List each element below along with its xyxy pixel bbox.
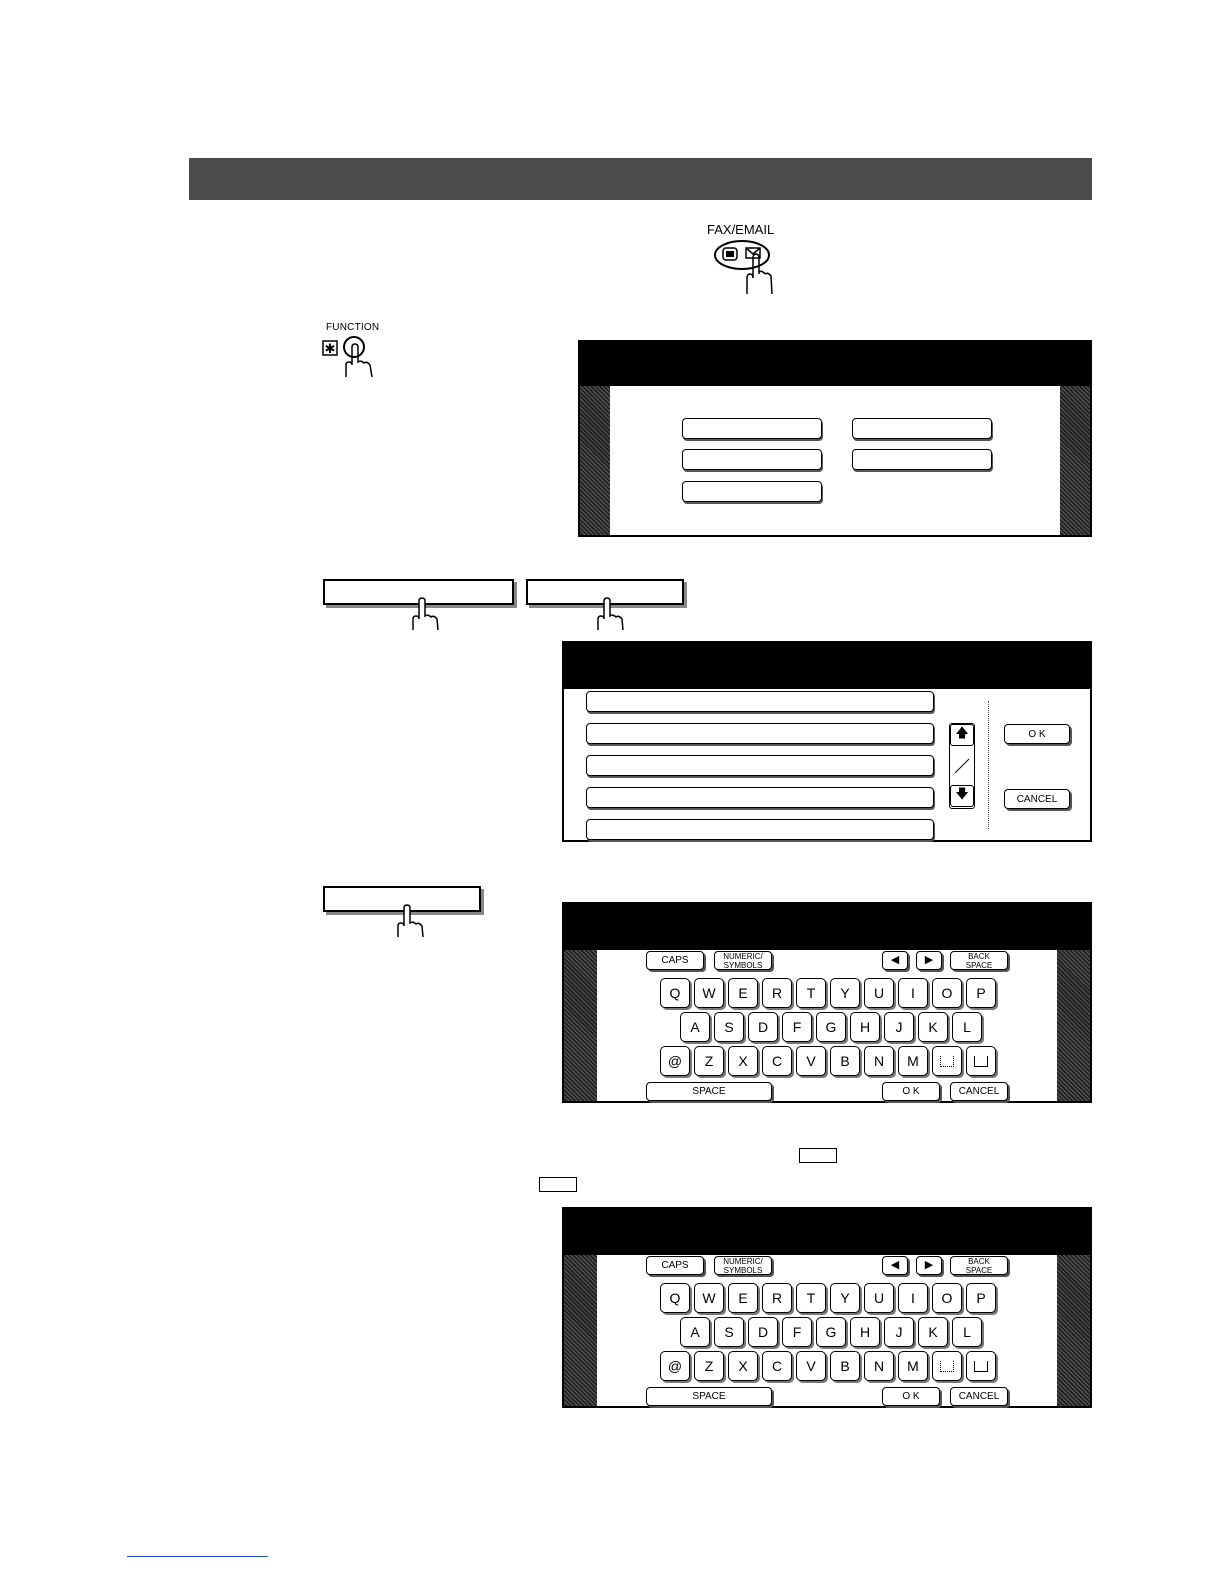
key-j[interactable]: J [884, 1317, 914, 1347]
key-d[interactable]: D [748, 1012, 778, 1042]
key-e[interactable]: E [728, 978, 758, 1008]
backspace-button[interactable] [950, 951, 1008, 970]
footer-link-underline [127, 1556, 268, 1557]
list-screen [562, 641, 1092, 842]
hand-pointer-icon [405, 597, 441, 631]
ok-button[interactable]: O K [1004, 724, 1070, 744]
cancel-button[interactable]: CANCEL [950, 1387, 1008, 1406]
key-v[interactable]: V [796, 1351, 826, 1381]
cancel-button[interactable]: CANCEL [1004, 789, 1070, 809]
key-h[interactable]: H [850, 1012, 880, 1042]
cursor-left-button[interactable]: ◀ [882, 951, 908, 970]
key-t[interactable]: T [796, 1283, 826, 1313]
key-x[interactable]: X [728, 1351, 758, 1381]
screen-title-bar [564, 904, 1090, 950]
key-h[interactable]: H [850, 1317, 880, 1347]
function-key-label: FUNCTION [326, 322, 380, 333]
key-u[interactable]: U [864, 978, 894, 1008]
symbols-label: SYMBOLS [723, 1265, 763, 1275]
menu-button-3[interactable] [682, 449, 822, 470]
cursor-right-button[interactable]: ▶ [916, 951, 942, 970]
hatch-right [1057, 950, 1090, 1101]
function-menu-screen [578, 340, 1092, 537]
space-button[interactable]: SPACE [646, 1387, 772, 1406]
key-l[interactable]: L [952, 1317, 982, 1347]
key-t[interactable]: T [796, 978, 826, 1008]
list-row-5[interactable] [586, 819, 934, 840]
key-dotted-space[interactable] [932, 1351, 962, 1381]
hatch-left [564, 1255, 597, 1406]
space-label: SPACE [965, 960, 993, 970]
key-n[interactable]: N [864, 1351, 894, 1381]
list-row-3[interactable] [586, 755, 934, 776]
key-s[interactable]: S [714, 1012, 744, 1042]
cursor-left-button[interactable]: ◀ [882, 1256, 908, 1275]
hatch-left [580, 386, 610, 535]
hatch-left [564, 950, 597, 1101]
space-label: SPACE [965, 1265, 993, 1275]
key-j[interactable]: J [884, 1012, 914, 1042]
space-button[interactable]: SPACE [646, 1082, 772, 1101]
key-p[interactable]: P [966, 978, 996, 1008]
cursor-right-button[interactable]: ▶ [916, 1256, 942, 1275]
key-i[interactable]: I [898, 1283, 928, 1313]
screen-title-bar [564, 643, 1090, 689]
key-g[interactable]: G [816, 1012, 846, 1042]
key-b[interactable]: B [830, 1351, 860, 1381]
key-s[interactable]: S [714, 1317, 744, 1347]
caps-button[interactable]: CAPS [646, 1256, 704, 1275]
hand-pointer-icon [590, 597, 626, 631]
numeric-label: NUMERIC/ [723, 1256, 763, 1266]
backspace-button[interactable] [950, 1256, 1008, 1275]
key-at[interactable]: @ [660, 1351, 690, 1381]
key-k[interactable]: K [918, 1012, 948, 1042]
key-r[interactable]: R [762, 1283, 792, 1313]
scroll-up-icon[interactable]: 🡅 [950, 724, 974, 746]
svg-text:✱: ✱ [324, 342, 336, 357]
scroll-down-icon[interactable]: 🡇 [950, 785, 974, 807]
menu-button-5[interactable] [682, 481, 822, 502]
key-m[interactable]: M [898, 1046, 928, 1076]
key-dotted-space[interactable] [932, 1046, 962, 1076]
list-row-4[interactable] [586, 787, 934, 808]
key-k[interactable]: K [918, 1317, 948, 1347]
inline-key-box [799, 1148, 837, 1163]
key-a[interactable]: A [680, 1012, 710, 1042]
key-w[interactable]: W [694, 978, 724, 1008]
key-m[interactable]: M [898, 1351, 928, 1381]
inline-key-box [539, 1177, 577, 1192]
menu-button-4[interactable] [852, 449, 992, 470]
key-b[interactable]: B [830, 1046, 860, 1076]
key-c[interactable]: C [762, 1351, 792, 1381]
key-o[interactable]: O [932, 978, 962, 1008]
key-y[interactable]: Y [830, 1283, 860, 1313]
screen-title-bar [564, 1209, 1090, 1255]
caps-button[interactable]: CAPS [646, 951, 704, 970]
key-underscore[interactable] [966, 1351, 996, 1381]
ok-button[interactable]: O K [882, 1387, 940, 1406]
key-a[interactable]: A [680, 1317, 710, 1347]
fax-email-key-icon[interactable] [712, 238, 782, 296]
section-header-bar [189, 158, 1092, 200]
key-r[interactable]: R [762, 978, 792, 1008]
key-n[interactable]: N [864, 1046, 894, 1076]
numeric-symbols-button[interactable] [714, 1256, 772, 1275]
fax-email-key-label: FAX/EMAIL [707, 222, 775, 237]
menu-button-1[interactable] [682, 418, 822, 439]
back-label: BACK [968, 1256, 990, 1266]
key-i[interactable]: I [898, 978, 928, 1008]
key-c[interactable]: C [762, 1046, 792, 1076]
numeric-label: NUMERIC/ [723, 951, 763, 961]
key-p[interactable]: P [966, 1283, 996, 1313]
key-g[interactable]: G [816, 1317, 846, 1347]
key-x[interactable]: X [728, 1046, 758, 1076]
menu-button-2[interactable] [852, 418, 992, 439]
key-w[interactable]: W [694, 1283, 724, 1313]
divider-line [988, 701, 989, 829]
key-e[interactable]: E [728, 1283, 758, 1313]
numeric-symbols-button[interactable] [714, 951, 772, 970]
list-row-2[interactable] [586, 723, 934, 744]
key-o[interactable]: O [932, 1283, 962, 1313]
scroll-divider-icon [953, 755, 971, 777]
function-key-icon[interactable] [322, 335, 382, 379]
symbols-label: SYMBOLS [723, 960, 763, 970]
key-q[interactable]: Q [660, 1283, 690, 1313]
key-f[interactable]: F [782, 1012, 812, 1042]
list-row-1[interactable] [586, 691, 934, 712]
hatch-right [1057, 1255, 1090, 1406]
screen-title-bar [580, 342, 1090, 386]
hand-pointer-icon [390, 904, 426, 938]
key-q[interactable]: Q [660, 978, 690, 1008]
ok-button[interactable]: O K [882, 1082, 940, 1101]
key-f[interactable]: F [782, 1317, 812, 1347]
key-y[interactable]: Y [830, 978, 860, 1008]
hatch-right [1060, 386, 1090, 535]
key-l[interactable]: L [952, 1012, 982, 1042]
key-z[interactable]: Z [694, 1046, 724, 1076]
cancel-button[interactable]: CANCEL [950, 1082, 1008, 1101]
key-d[interactable]: D [748, 1317, 778, 1347]
key-underscore[interactable] [966, 1046, 996, 1076]
key-at[interactable]: @ [660, 1046, 690, 1076]
keyboard-screen-1 [562, 902, 1092, 1103]
key-v[interactable]: V [796, 1046, 826, 1076]
key-u[interactable]: U [864, 1283, 894, 1313]
keyboard-screen-2 [562, 1207, 1092, 1408]
key-z[interactable]: Z [694, 1351, 724, 1381]
back-label: BACK [968, 951, 990, 961]
